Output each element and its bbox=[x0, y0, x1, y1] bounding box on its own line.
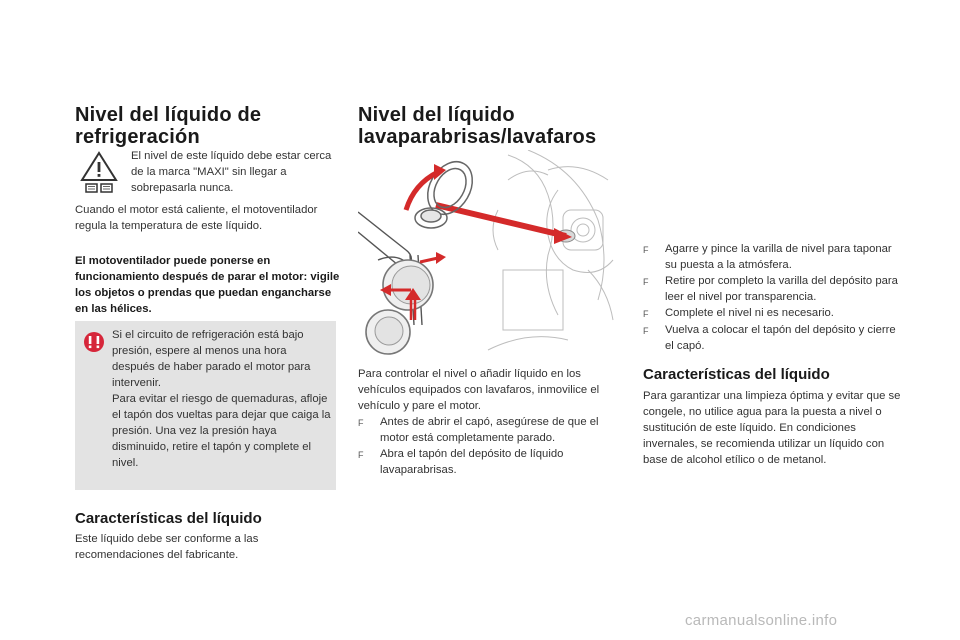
coolant-characteristics-title: Características del líquido bbox=[75, 510, 262, 527]
bullet-marker: F bbox=[643, 245, 649, 255]
bullet-marker: F bbox=[358, 450, 364, 460]
pressure-warning-text: Si el circuito de refrigeración está bajo presión, espere al menos una hora después de haber parado el motor para intervenir. bbox=[112, 329, 311, 389]
hot-engine-warning-icon bbox=[80, 150, 118, 194]
burn-warning-text: Para evitar el riesgo de quemaduras, afloje el tapón dos vueltas para dejar que caiga la presión. Una vez la presión haya disminuido, retire el tapón y complete el nivel. bbox=[112, 393, 331, 469]
washer-characteristics-text: Para garantizar una limpieza óptima y evitar que se congele, no utilice agua para la puesta a nivel o sustitución de este líquido. En condiciones invernales, se recomienda utilizar un líquido con base de alcohol etílico o de metanol. bbox=[643, 390, 901, 466]
fan-warning-text: El motoventilador puede ponerse en funcionamiento después de parar el motor: vigile los objetos o prendas que puedan engancharse en las hélices. bbox=[75, 255, 340, 315]
list-item: F Antes de abrir el capó, asegúrese de que el motor está completamente parado. bbox=[358, 416, 599, 444]
list-item: F Agarre y pince la varilla de nivel para taponar su puesta a la atmósfera. bbox=[643, 243, 892, 271]
bullet-marker: F bbox=[643, 277, 649, 287]
washer-reservoir-illustration bbox=[358, 150, 620, 358]
list-item: F Retire por completo la varilla del depósito para leer el nivel por transparencia. bbox=[643, 275, 898, 303]
list-item: F Abra el tapón del depósito de líquido lavaparabrisas. bbox=[358, 448, 564, 476]
bullet-marker: F bbox=[643, 326, 649, 336]
washer-intro-text: Para controlar el nivel o añadir líquido en los vehículos equipados con lavafaros, inmovilice el vehículo y pare el motor. bbox=[358, 368, 600, 412]
list-item: F Complete el nivel ni es necesario. bbox=[643, 305, 901, 322]
coolant-title: Nivel del líquido de refrigeración bbox=[75, 104, 262, 148]
maxi-level-note: El nivel de este líquido debe estar cerca de la marca "MAXI" sin llegar a sobrepasarla nunca. bbox=[131, 150, 332, 194]
pressure-warning-box bbox=[75, 321, 336, 490]
danger-icon bbox=[83, 331, 105, 353]
watermark: carmanualsonline.info bbox=[685, 612, 838, 629]
washer-title: Nivel del líquido lavaparabrisas/lavafaros bbox=[358, 104, 597, 148]
washer-steps-list bbox=[358, 414, 618, 478]
washer-characteristics-title: Características del líquido bbox=[643, 366, 830, 383]
dipstick-steps-list bbox=[643, 241, 901, 354]
bullet-marker: F bbox=[643, 309, 649, 319]
bullet-marker: F bbox=[358, 418, 364, 428]
list-item: F Vuelva a colocar el tapón del depósito y cierre el capó. bbox=[643, 324, 896, 352]
coolant-characteristics-text: Este líquido debe ser conforme a las recomendaciones del fabricante. bbox=[75, 533, 259, 561]
fan-regulation-text: Cuando el motor está caliente, el motoventilador regula la temperatura de este líquido. bbox=[75, 204, 318, 232]
